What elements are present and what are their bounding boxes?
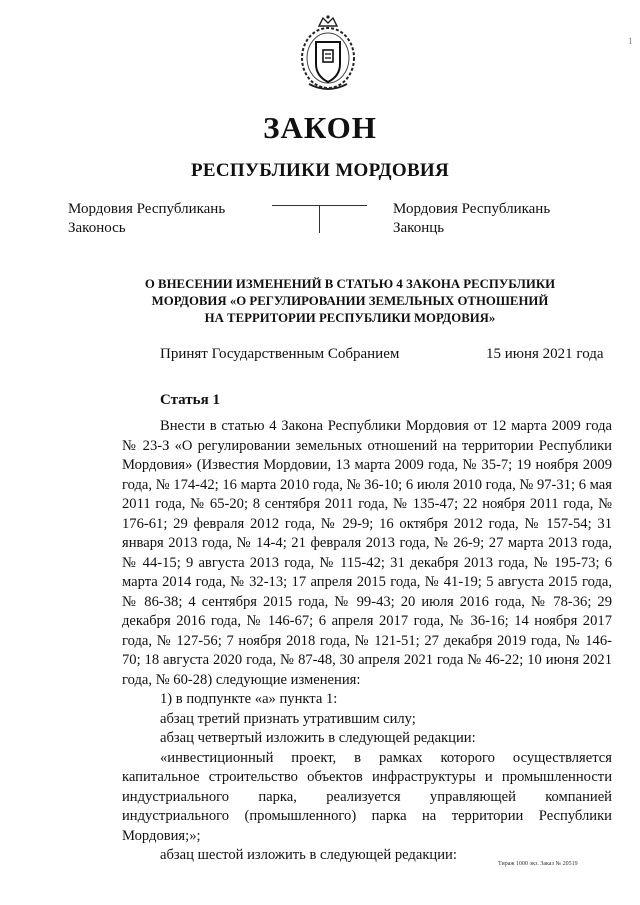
- print-run-info: Тираж 1000 экз. Заказ № 20519: [498, 861, 578, 867]
- document-title: ЗАКОН: [263, 110, 377, 145]
- law-title: [120, 276, 580, 327]
- erzya-caption-line2: Законць: [393, 220, 445, 236]
- moksha-caption-line2: Законось: [68, 220, 126, 236]
- moksha-caption-line1: Мордовия Республикань: [68, 201, 226, 217]
- law-title-line3: НА ТЕРРИТОРИИ РЕСПУБЛИКИ МОРДОВИЯ»: [204, 311, 496, 325]
- item-1b-paragraph: абзац четвертый изложить в следующей редакции:: [160, 730, 476, 746]
- adoption-date: 15 июня 2021 года: [486, 346, 604, 362]
- coat-of-arms-emblem: [297, 14, 359, 94]
- document-subtitle: РЕСПУБЛИКИ МОРДОВИЯ: [190, 160, 450, 181]
- adoption-statement: Принят Государственным Собранием: [160, 346, 400, 362]
- law-title-line2: МОРДОВИЯ «О РЕГУЛИРОВАНИИ ЗЕМЕЛЬНЫХ ОТНОШЕНИЙ: [151, 294, 549, 308]
- erzya-caption: [393, 200, 550, 238]
- quoted-definition-paragraph: «инвестиционный проект, в рамках которого осуществляется капитальное строительство объектов инфраструктуры и промышленности индустриального парка, реализуется управляющей компанией индустриального (промышленного) парка на территории Республики Мордовия;»;: [122, 749, 612, 844]
- law-title-line1: О ВНЕСЕНИИ ИЗМЕНЕНИЙ В СТАТЬЮ 4 ЗАКОНА РЕСПУБЛИКИ: [144, 277, 556, 291]
- article-heading: Статья 1: [160, 392, 220, 408]
- item-1c-paragraph: абзац шестой изложить в следующей редакции:: [160, 847, 457, 863]
- item-1a-paragraph: абзац третий признать утратившим силу;: [160, 710, 416, 727]
- article-body: [122, 417, 612, 866]
- erzya-caption-line1: Мордовия Республикань: [393, 201, 551, 217]
- moksha-caption: [68, 200, 225, 238]
- margin-mark: 1: [628, 36, 633, 46]
- article-intro-paragraph: Внести в статью 4 Закона Республики Мордовия от 12 марта 2009 года № 23-З «О регулировании земельных отношений на территории Республики Мордовия» (Известия Мордовии, 13 марта 2009 года, № 35-7; 19 ноября 2009 года, № 174-42; 16 марта 2010 года, № 36-10; 6 июля 2010 года, № 97-31; 6 мая 2011 года, № 65-20; 8 сентября 2011 года, № 135-47; 22 ноября 2011 года, № 176-61; 29 февраля 2012 года, № 29-9; 16 октября 2012 года, № 157-54; 31 января 2013 года, № 14-4; 21 февраля 2013 года, № 26-9; 27 марта 2013 года, № 44-15; 9 августа 2013 года, № 115-42; 31 декабря 2013 года, № 195-73; 6 марта 2014 года, № 32-13; 17 апреля 2015 года, № 41-19; 5 августа 2015 года, № 86-38; 4 сентября 2015 года, № 99-43; 20 июля 2016 года, № 78-36; 29 декабря 2016 года, № 146-67; 6 апреля 2017 года, № 36-16; 14 ноября 2017 года, № 127-56; 7 ноября 2018 года, № 121-51; 27 декабря 2019 года, № 146-70; 18 августа 2020 года, № 87-48, 30 апреля 2021 года № 46-22; 10 июня 2021 года, № 60-28) следующие изменения:: [122, 418, 612, 688]
- header-divider-vertical: [319, 205, 320, 233]
- item-1-paragraph: 1) в подпункте «а» пункта 1:: [160, 691, 338, 707]
